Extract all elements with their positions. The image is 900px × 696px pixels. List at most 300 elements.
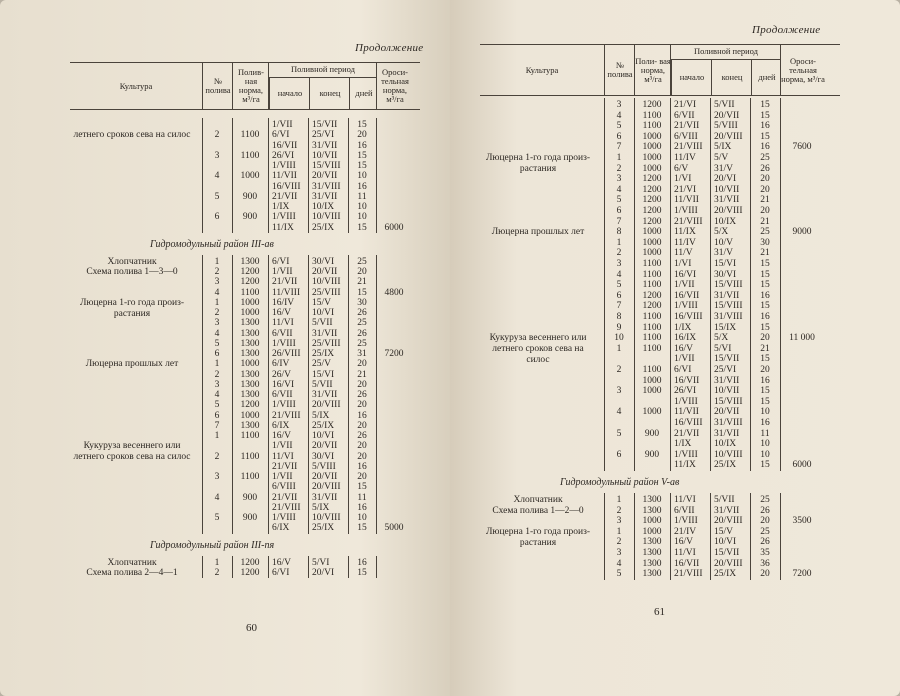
column-rule bbox=[376, 556, 377, 579]
cell-num: 2 bbox=[214, 308, 220, 318]
cell-norm: 900 bbox=[644, 449, 660, 460]
cell-days: 15 bbox=[760, 460, 770, 471]
cell-days: 11 bbox=[760, 428, 770, 439]
crop-name: летнего сроков сева на силос bbox=[73, 130, 191, 141]
cell-end: 31/VII bbox=[714, 428, 740, 439]
cell-days: 25 bbox=[357, 318, 367, 329]
cell-end: 5/IX bbox=[714, 142, 732, 153]
cell-end: 5/X bbox=[714, 333, 729, 344]
cell-end: 10/IX bbox=[312, 202, 335, 212]
cell-end: 25/VI bbox=[312, 130, 335, 141]
cell-num: 1 bbox=[214, 557, 220, 568]
cell-start: 26/VI bbox=[674, 386, 697, 397]
cell-num: 7 bbox=[616, 142, 622, 153]
crop-name: Схема полива 1—2—0 bbox=[492, 505, 584, 516]
cell-end: 10/VII bbox=[312, 150, 338, 161]
cell-start: 16/VI bbox=[674, 269, 697, 280]
cell-num: 5 bbox=[616, 428, 622, 439]
cell-start: 16/V bbox=[674, 537, 693, 548]
cell-irrig: 7200 bbox=[792, 569, 812, 580]
cell-num: 5 bbox=[616, 569, 622, 580]
cell-start: 1/VII bbox=[674, 280, 695, 291]
column-rule bbox=[750, 493, 751, 580]
cell-days: 26 bbox=[760, 537, 770, 548]
cell-end: 31/VII bbox=[714, 290, 740, 301]
cell-start: 11/IX bbox=[674, 460, 696, 471]
cell-start: 16/V bbox=[674, 343, 693, 354]
cell-start: 11/VII bbox=[272, 171, 297, 182]
cell-norm: 1000 bbox=[240, 359, 260, 370]
cell-end: 10/VI bbox=[312, 308, 335, 318]
cell-start: 6/IV bbox=[272, 359, 290, 370]
crop-name: Люцерна 1-го года произ- растания bbox=[485, 526, 591, 548]
cell-num: 4 bbox=[616, 184, 622, 195]
cell-days: 20 bbox=[357, 441, 367, 452]
cell-start: 6/VIII bbox=[272, 482, 296, 493]
cell-end: 30/VI bbox=[312, 451, 335, 462]
cell-num: 5 bbox=[616, 195, 622, 206]
cell-num: 2 bbox=[214, 267, 220, 277]
cell-start: 6/VII bbox=[272, 390, 293, 400]
cell-days: 16 bbox=[357, 557, 367, 568]
column-rule bbox=[604, 98, 605, 471]
cell-end: 15/IX bbox=[714, 322, 737, 333]
cell-start: 21/VI bbox=[674, 184, 697, 195]
cell-days: 21 bbox=[357, 369, 367, 380]
cell-norm: 1300 bbox=[240, 349, 260, 359]
cell-norm: 1300 bbox=[240, 318, 260, 329]
cell-start: 26/V bbox=[272, 369, 291, 380]
cell-num: 2 bbox=[616, 505, 622, 516]
crop-name: Кукуруза весеннего или летнего сроков сева на силос bbox=[73, 441, 191, 463]
cell-end: 10/IX bbox=[714, 439, 737, 450]
cell-norm: 1200 bbox=[642, 195, 662, 206]
cell-start: 16/VII bbox=[272, 140, 298, 151]
right-page bbox=[450, 0, 900, 696]
cell-num: 3 bbox=[616, 548, 622, 558]
cell-days: 20 bbox=[357, 267, 367, 277]
cell-norm: 1000 bbox=[642, 153, 662, 163]
cell-end: 15/V bbox=[312, 297, 331, 308]
page-number: 60 bbox=[246, 622, 257, 634]
cell-num: 4 bbox=[616, 558, 622, 569]
cell-num: 9 bbox=[616, 322, 622, 333]
cell-norm: 1000 bbox=[642, 131, 662, 142]
cell-days: 15 bbox=[760, 110, 770, 121]
cell-start: 1/VIII bbox=[674, 516, 698, 527]
cell-start: 6/IX bbox=[272, 523, 290, 534]
cell-norm: 1300 bbox=[240, 328, 260, 339]
cell-days: 15 bbox=[357, 567, 367, 578]
cell-start: 21/VIII bbox=[272, 410, 301, 421]
cell-num: 4 bbox=[214, 492, 220, 503]
header-crop: Культура bbox=[525, 64, 559, 75]
cell-start: 1/IX bbox=[272, 202, 290, 212]
cell-days: 20 bbox=[357, 420, 367, 431]
cell-num: 10 bbox=[614, 333, 624, 344]
cell-norm: 1000 bbox=[240, 410, 260, 421]
cell-irrig: 5000 bbox=[384, 523, 404, 534]
cell-end: 10/VIII bbox=[312, 513, 341, 523]
cell-start: 6/VII bbox=[674, 505, 695, 516]
cell-norm: 1300 bbox=[642, 537, 662, 548]
cell-norm: 900 bbox=[242, 191, 258, 202]
cell-start: 6/VI bbox=[674, 365, 692, 375]
cell-norm: 1100 bbox=[642, 121, 662, 132]
cell-num: 6 bbox=[214, 212, 220, 223]
cell-norm: 900 bbox=[242, 492, 258, 503]
page-number: 61 bbox=[654, 606, 665, 618]
cell-days: 16 bbox=[760, 375, 770, 386]
cell-num: 4 bbox=[214, 390, 220, 400]
cell-norm: 1200 bbox=[642, 216, 662, 227]
cell-norm: 1300 bbox=[240, 256, 260, 267]
column-rule bbox=[710, 493, 711, 580]
cell-end: 31/VII bbox=[312, 390, 338, 400]
cell-start: 1/VII bbox=[272, 120, 293, 130]
cell-num: 1 bbox=[214, 431, 220, 441]
cell-norm: 1300 bbox=[642, 569, 662, 580]
cell-days: 10 bbox=[357, 202, 367, 212]
cell-num: 3 bbox=[214, 472, 220, 482]
continuation-label: Продолжение bbox=[355, 42, 424, 54]
cell-end: 10/VI bbox=[312, 431, 335, 441]
cell-end: 25/VIII bbox=[312, 287, 341, 298]
cell-num: 5 bbox=[214, 191, 220, 202]
section-title: Гидромодульный район V-ав bbox=[560, 477, 680, 488]
cell-end: 20/VII bbox=[312, 267, 338, 277]
cell-days: 36 bbox=[760, 558, 770, 569]
cell-norm: 1200 bbox=[642, 100, 662, 110]
cell-num: 3 bbox=[214, 277, 220, 288]
cell-end: 31/VII bbox=[714, 375, 740, 386]
cell-num: 1 bbox=[616, 343, 622, 354]
cell-end: 20/VI bbox=[312, 567, 335, 578]
cell-num: 5 bbox=[616, 280, 622, 291]
cell-end: 25/VIII bbox=[312, 338, 341, 349]
cell-days: 10 bbox=[357, 513, 367, 523]
header-end: конец bbox=[711, 60, 752, 95]
cell-norm: 1000 bbox=[642, 227, 662, 238]
header-start: начало bbox=[269, 78, 310, 109]
cell-start: 1/VII bbox=[272, 267, 293, 277]
cell-days: 16 bbox=[357, 410, 367, 421]
cell-start: 6/VII bbox=[272, 328, 293, 339]
cell-start: 1/IX bbox=[674, 439, 692, 450]
cell-days: 15 bbox=[357, 523, 367, 534]
cell-start: 11/VI bbox=[272, 451, 294, 462]
crop-name: Люцерна 1-го года произ- растания bbox=[485, 153, 591, 174]
column-rule bbox=[348, 556, 349, 579]
column-rule bbox=[268, 556, 269, 579]
cell-end: 31/VII bbox=[312, 191, 338, 202]
cell-days: 31 bbox=[357, 349, 367, 359]
cell-norm: 1100 bbox=[642, 280, 662, 291]
cell-norm: 1300 bbox=[642, 505, 662, 516]
column-rule bbox=[232, 556, 233, 579]
cell-start: 1/VII bbox=[272, 441, 293, 452]
cell-start: 11/V bbox=[674, 248, 693, 259]
cell-num: 5 bbox=[214, 338, 220, 349]
cell-start: 1/VII bbox=[272, 472, 293, 482]
cell-end: 20/VIII bbox=[714, 131, 743, 142]
cell-norm: 1000 bbox=[642, 142, 662, 153]
cell-start: 11/VI bbox=[272, 318, 294, 329]
cell-end: 10/VIII bbox=[312, 212, 341, 223]
cell-days: 16 bbox=[760, 418, 770, 428]
cell-start: 6/VI bbox=[272, 567, 290, 578]
header-crop: Культура bbox=[119, 80, 153, 91]
cell-start: 1/IX bbox=[674, 322, 692, 333]
cell-end: 20/VIII bbox=[714, 206, 743, 216]
cell-end: 31/VIII bbox=[312, 181, 341, 192]
cell-num: 6 bbox=[616, 206, 622, 216]
cell-start: 21/VII bbox=[272, 277, 298, 288]
cell-norm: 1100 bbox=[240, 431, 260, 441]
cell-days: 20 bbox=[760, 174, 770, 185]
cell-days: 35 bbox=[760, 548, 770, 558]
cell-num: 5 bbox=[616, 121, 622, 132]
header-irrig: Ороси- тельная норма, м³/га bbox=[780, 45, 825, 95]
cell-norm: 1100 bbox=[642, 110, 662, 121]
cell-days: 15 bbox=[357, 120, 367, 130]
cell-start: 11/IV bbox=[674, 153, 696, 163]
cell-num: 2 bbox=[616, 537, 622, 548]
cell-days: 11 bbox=[357, 191, 367, 202]
cell-days: 20 bbox=[760, 333, 770, 344]
cell-days: 26 bbox=[357, 308, 367, 318]
cell-irrig: 7600 bbox=[792, 142, 812, 153]
cell-end: 31/VII bbox=[312, 140, 338, 151]
cell-end: 31/VIII bbox=[714, 418, 743, 428]
cell-end: 25/VI bbox=[714, 365, 737, 375]
cell-end: 10/VII bbox=[714, 386, 740, 397]
cell-norm: 1300 bbox=[240, 420, 260, 431]
cell-end: 15/V bbox=[714, 526, 733, 537]
cell-end: 5/VIII bbox=[714, 121, 738, 132]
cell-days: 16 bbox=[760, 290, 770, 301]
header-num: № полива bbox=[604, 45, 635, 95]
column-rule bbox=[202, 556, 203, 579]
cell-end: 31/V bbox=[714, 248, 733, 259]
cell-days: 16 bbox=[357, 181, 367, 192]
column-rule bbox=[780, 98, 781, 471]
header-norm: Полив- ная норма, м³/га bbox=[232, 63, 269, 109]
column-rule bbox=[268, 118, 269, 233]
cell-num: 1 bbox=[616, 153, 622, 163]
cell-norm: 1300 bbox=[642, 495, 662, 505]
cell-start: 11/VI bbox=[674, 548, 696, 558]
cell-num: 8 bbox=[616, 312, 622, 322]
cell-norm: 1100 bbox=[642, 365, 662, 375]
cell-start: 21/VII bbox=[272, 191, 298, 202]
cell-end: 5/VII bbox=[714, 100, 735, 110]
cell-start: 1/VIII bbox=[272, 212, 296, 223]
cell-num: 4 bbox=[616, 407, 622, 418]
cell-end: 15/VI bbox=[312, 369, 335, 380]
cell-num: 3 bbox=[214, 150, 220, 161]
cell-days: 10 bbox=[357, 212, 367, 223]
cell-start: 21/VIII bbox=[674, 142, 703, 153]
cell-days: 11 bbox=[357, 492, 367, 503]
cell-norm: 1100 bbox=[240, 451, 260, 462]
cell-days: 15 bbox=[760, 259, 770, 269]
cell-days: 15 bbox=[357, 161, 367, 171]
cell-end: 15/VIII bbox=[312, 161, 341, 171]
header-period-group bbox=[670, 45, 781, 95]
cell-end: 10/V bbox=[714, 237, 733, 248]
cell-num: 1 bbox=[214, 256, 220, 267]
cell-norm: 1100 bbox=[642, 312, 662, 322]
cell-norm: 1200 bbox=[642, 184, 662, 195]
cell-num: 4 bbox=[616, 269, 622, 280]
cell-end: 20/VII bbox=[312, 472, 338, 482]
cell-num: 6 bbox=[616, 290, 622, 301]
cell-days: 20 bbox=[357, 400, 367, 411]
column-rule bbox=[348, 118, 349, 233]
cell-end: 25/IX bbox=[312, 349, 335, 359]
cell-num: 6 bbox=[214, 410, 220, 421]
cell-days: 16 bbox=[760, 121, 770, 132]
section-title: Гидромодульный район III-ав bbox=[150, 238, 274, 250]
cell-irrig: 11 000 bbox=[789, 333, 815, 344]
cell-norm: 1000 bbox=[642, 237, 662, 248]
cell-num: 7 bbox=[616, 301, 622, 312]
cell-days: 10 bbox=[760, 439, 770, 450]
cell-end: 15/VIII bbox=[714, 301, 743, 312]
cell-end: 10/VII bbox=[714, 184, 740, 195]
cell-end: 10/VI bbox=[714, 537, 737, 548]
cell-start: 6/VI bbox=[272, 130, 290, 141]
cell-norm: 1100 bbox=[240, 472, 260, 482]
crop-name: Люцерна прошлых лет bbox=[491, 227, 585, 238]
cell-end: 10/VIII bbox=[714, 449, 743, 460]
header-end: конец bbox=[309, 78, 350, 109]
cell-norm: 1100 bbox=[240, 287, 260, 298]
cell-norm: 1100 bbox=[240, 130, 260, 141]
cell-start: 21/VII bbox=[272, 492, 298, 503]
cell-days: 25 bbox=[357, 338, 367, 349]
cell-start: 16/IV bbox=[272, 297, 295, 308]
cell-norm: 1200 bbox=[642, 206, 662, 216]
cell-start: 1/VIII bbox=[272, 161, 296, 171]
cell-end: 15/VI bbox=[714, 259, 737, 269]
header-irrig: Ороси- тельная норма, м³/га bbox=[376, 63, 413, 109]
cell-end: 25/IX bbox=[714, 569, 737, 580]
cell-norm: 1200 bbox=[240, 400, 260, 411]
cell-end: 5/VII bbox=[312, 318, 333, 329]
cell-num: 1 bbox=[616, 495, 622, 505]
cell-days: 15 bbox=[760, 131, 770, 142]
cell-days: 25 bbox=[760, 153, 770, 163]
cell-end: 5/V bbox=[714, 153, 729, 163]
cell-norm: 1000 bbox=[240, 297, 260, 308]
crop-name: Схема полива 2—4—1 bbox=[86, 567, 178, 578]
cell-end: 31/VII bbox=[312, 492, 338, 503]
cell-end: 31/VIII bbox=[714, 312, 743, 322]
cell-days: 10 bbox=[760, 449, 770, 460]
cell-end: 15/VII bbox=[312, 120, 338, 130]
column-rule bbox=[670, 98, 671, 471]
header-num: № полива bbox=[202, 63, 233, 109]
header-period: Поливной период bbox=[671, 47, 781, 60]
cell-days: 20 bbox=[760, 206, 770, 216]
column-rule bbox=[376, 255, 377, 534]
column-rule bbox=[634, 493, 635, 580]
cell-norm: 1000 bbox=[240, 308, 260, 318]
cell-days: 10 bbox=[357, 171, 367, 182]
continuation-label: Продолжение bbox=[752, 24, 821, 36]
cell-norm: 1200 bbox=[240, 557, 260, 568]
cell-irrig: 6000 bbox=[792, 460, 812, 471]
cell-days: 16 bbox=[760, 312, 770, 322]
cell-num: 3 bbox=[214, 379, 220, 390]
cell-start: 11/VIII bbox=[272, 287, 301, 298]
header-days: дней bbox=[751, 60, 782, 95]
cell-days: 15 bbox=[760, 386, 770, 397]
cell-days: 21 bbox=[760, 248, 770, 259]
cell-days: 20 bbox=[357, 472, 367, 482]
cell-start: 21/VIII bbox=[272, 502, 301, 513]
cell-start: 1/VIII bbox=[272, 400, 296, 411]
cell-norm: 1300 bbox=[240, 379, 260, 390]
cell-end: 25/IX bbox=[312, 222, 335, 233]
cell-end: 15/VII bbox=[714, 354, 740, 365]
crop-name: Люцерна 1-го года произ- растания bbox=[79, 297, 185, 319]
cell-end: 20/VII bbox=[312, 171, 338, 182]
cell-num: 1 bbox=[214, 359, 220, 370]
cell-start: 6/V bbox=[674, 163, 689, 174]
cell-days: 26 bbox=[357, 328, 367, 339]
cell-end: 20/VIII bbox=[714, 516, 743, 527]
section-title: Гидромодульный район III-пя bbox=[150, 539, 275, 551]
cell-start: 6/IX bbox=[272, 420, 290, 431]
cell-start: 1/VIII bbox=[272, 338, 296, 349]
cell-end: 10/IX bbox=[714, 216, 737, 227]
cell-end: 15/VIII bbox=[714, 280, 743, 291]
crop-name: Хлопчатник bbox=[107, 256, 157, 267]
cell-norm: 1000 bbox=[642, 516, 662, 527]
cell-days: 26 bbox=[357, 431, 367, 441]
cell-days: 21 bbox=[760, 195, 770, 206]
column-rule bbox=[268, 255, 269, 534]
cell-days: 26 bbox=[357, 390, 367, 400]
cell-days: 15 bbox=[760, 301, 770, 312]
cell-days: 21 bbox=[760, 216, 770, 227]
cell-num: 7 bbox=[214, 420, 220, 431]
cell-start: 11/VII bbox=[674, 407, 699, 418]
cell-start: 11/IV bbox=[674, 237, 696, 248]
cell-start: 16/VIII bbox=[674, 418, 703, 428]
cell-days: 25 bbox=[357, 256, 367, 267]
cell-end: 31/VII bbox=[312, 328, 338, 339]
cell-norm: 1200 bbox=[642, 174, 662, 185]
cell-num: 8 bbox=[616, 227, 622, 238]
cell-end: 31/VII bbox=[714, 195, 740, 206]
cell-irrig: 4800 bbox=[384, 287, 404, 298]
cell-end: 20/VII bbox=[714, 407, 740, 418]
cell-num: 3 bbox=[616, 259, 622, 269]
column-rule bbox=[308, 255, 309, 534]
cell-norm: 1200 bbox=[642, 301, 662, 312]
cell-norm: 1300 bbox=[240, 369, 260, 380]
column-rule bbox=[308, 118, 309, 233]
cell-norm: 1000 bbox=[642, 163, 662, 174]
cell-norm: 900 bbox=[242, 212, 258, 223]
cell-num: 2 bbox=[214, 130, 220, 141]
cell-num: 2 bbox=[214, 369, 220, 380]
cell-num: 6 bbox=[616, 131, 622, 142]
